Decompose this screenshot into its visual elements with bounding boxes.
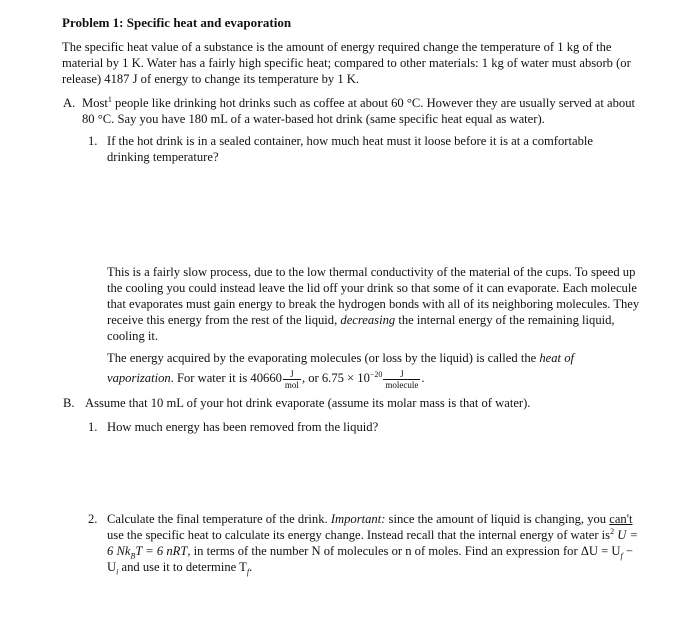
part-b-q1-label: 1. bbox=[88, 420, 98, 434]
vaporization-text-4: . bbox=[421, 371, 425, 385]
fraction-1-denominator: mol bbox=[284, 379, 299, 390]
part-a-text bbox=[82, 95, 642, 127]
vaporization-term: heat of vaporization bbox=[107, 351, 575, 385]
q2-cant: can't bbox=[609, 512, 633, 526]
q2-sub-b: B bbox=[130, 551, 136, 561]
fraction-1-numerator: J bbox=[283, 369, 301, 380]
q2-sub-f: f bbox=[620, 551, 623, 561]
fraction-j-per-mol bbox=[283, 369, 301, 390]
q2-text-1: Calculate the final temperature of the drink. bbox=[107, 512, 331, 526]
part-a-q1-text: If the hot drink is in a sealed container, how much heat must it loose before it is at a comfortable drinking temperature? bbox=[107, 134, 593, 164]
vaporization-text-2: . For water it is 40660 bbox=[170, 371, 282, 385]
cooling-paragraph bbox=[107, 264, 642, 344]
part-b-text: Assume that 10 mL of your hot drink evaporate (assume its molar mass is that of water). bbox=[85, 396, 531, 410]
footnote-1-marker: 1 bbox=[107, 94, 112, 104]
fraction-j-per-molecule bbox=[383, 369, 420, 390]
q2-text-3: use the specific heat to calculate its energy change. Instead recall that the internal energy of water is bbox=[107, 528, 611, 542]
q2-equation-2: T = 6 nRT bbox=[135, 544, 188, 558]
part-b-q2-text bbox=[107, 511, 642, 575]
vaporization-text-1: The energy acquired by the evaporating molecules (or loss by the liquid) is called the bbox=[107, 351, 540, 365]
part-b-label: B. bbox=[63, 396, 75, 410]
part-b-q1-text: How much energy has been removed from the liquid? bbox=[107, 420, 379, 434]
problem-title: Problem 1: Specific heat and evaporation bbox=[62, 15, 292, 30]
intro-paragraph: The specific heat value of a substance is the amount of energy required change the temperature of 1 kg of the material by 1 K. Water has a fairly high specific heat; compared to other materials: 1 kg of water must absorb (or release) 4187 J of energy to change its temperature by 1 K. bbox=[62, 40, 631, 86]
footnote-2-marker: 2 bbox=[610, 526, 615, 536]
cooling-text-2: the internal energy of the remaining liquid, cooling it. bbox=[107, 313, 615, 343]
q2-text-2: since the amount of liquid is changing, you bbox=[385, 512, 610, 526]
q2-text-5: − U bbox=[107, 544, 634, 574]
cooling-text-1: This is a fairly slow process, due to the low thermal conductivity of the material of the cups. To speed up the cooling you could instead leave the lid off your drink so that some of it can evaporate. Each molecule that evaporates must gain energy to break the hydrogen bonds with all of its neighboring molecules. They receive this energy from the rest of the liquid, bbox=[107, 265, 640, 327]
part-a-q1-label: 1. bbox=[88, 134, 98, 148]
q2-equation-1: U = 6 Nk bbox=[107, 528, 638, 558]
q2-important: Important: bbox=[330, 512, 386, 526]
q2-text-4: , in terms of the number N of molecules or n of moles. Find an expression for ΔU = U bbox=[187, 544, 621, 558]
fraction-2-numerator: J bbox=[383, 369, 420, 380]
vaporization-text-3: , or 6.75 × 10 bbox=[301, 371, 370, 385]
exponent: −20 bbox=[369, 369, 383, 379]
fraction-2-denominator: molecule bbox=[385, 379, 419, 390]
q2-sub-i: i bbox=[116, 567, 119, 577]
q2-text-6: and use it to determine T bbox=[118, 560, 247, 574]
cooling-emphasis: decreasing bbox=[340, 313, 396, 327]
vaporization-paragraph bbox=[107, 348, 642, 390]
part-a-label: A. bbox=[63, 96, 76, 110]
part-a-text-1: Most bbox=[82, 96, 108, 110]
q2-sub-f2: f bbox=[246, 567, 250, 577]
q2-text-7: . bbox=[249, 560, 253, 574]
part-b-q2-label: 2. bbox=[88, 512, 98, 526]
part-a-text-2: people like drinking hot drinks such as coffee at about 60 °C. However they are usually served at about 80 °C. Say you have 180 mL of a water-based hot drink (same specific heat equal as water). bbox=[82, 96, 636, 126]
